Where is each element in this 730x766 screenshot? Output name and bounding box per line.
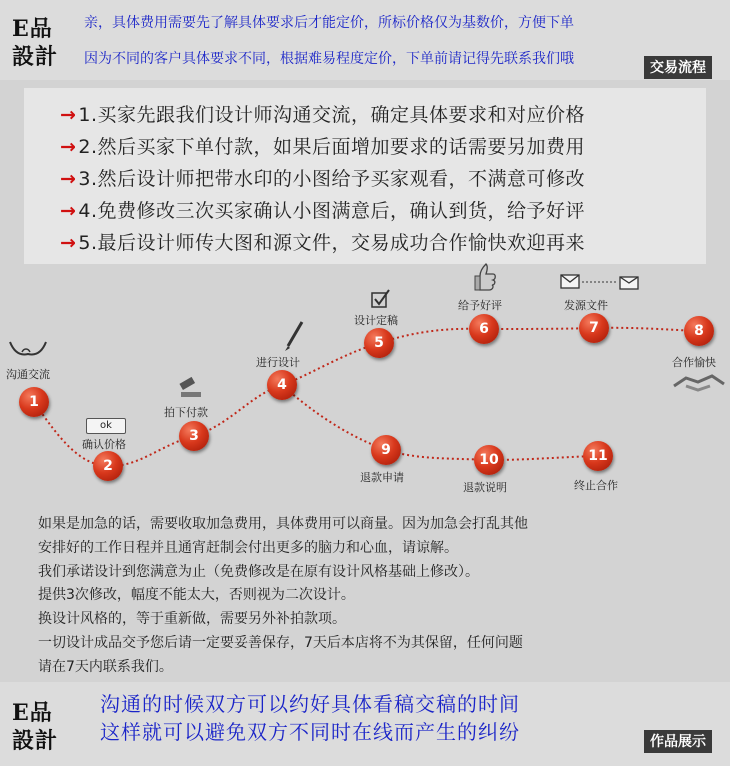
flow-node-2 (93, 451, 123, 481)
arrow-icon: → (60, 104, 77, 126)
node-label-1: 沟通交流 (6, 368, 50, 381)
node-label-10: 退款说明 (463, 481, 507, 494)
section-tag-transaction: 交易流程 (644, 56, 712, 79)
node-number: 8 (694, 323, 704, 339)
arrow-icon: → (60, 168, 77, 190)
flow-node-1 (19, 387, 49, 417)
checkbox-icon (370, 288, 392, 310)
flow-node-11 (583, 441, 613, 471)
flow-node-7 (579, 313, 609, 343)
note-line-2: 安排好的工作日程并且通宵赶制会付出更多的脑力和心血，请谅解。 (38, 540, 458, 556)
footer-line-1: 沟通的时候双方可以约好具体看稿交稿的时间 (100, 692, 520, 716)
step-text: 1.买家先跟我们设计师沟通交流，确定具体要求和对应价格 (78, 104, 586, 126)
notice-line-1: 亲，具体费用需要先了解具体要求后才能定价，所标价格仅为基数价，方便下单 (84, 15, 574, 31)
note-line-4: 提供3次修改，幅度不能太大，否则视为二次设计。 (38, 587, 355, 603)
handshake-icon (672, 372, 726, 396)
logo-bottom: 設計 (12, 728, 59, 754)
logo-bottom: 設計 (12, 44, 59, 70)
step-text: 3.然后设计师把带水印的小图给予买家观看，不满意可修改 (78, 168, 586, 190)
flow-node-6 (469, 314, 499, 344)
node-number: 7 (589, 320, 599, 336)
step-text: 4.免费修改三次买家确认小图满意后，确认到货，给予好评 (78, 200, 586, 222)
step-text: 2.然后买家下单付款，如果后面增加要求的话需要另加费用 (78, 136, 586, 158)
arrow-icon: → (60, 232, 77, 254)
note-line-6: 一切设计成品交予您后请一定要妥善保存，7天后本店将不为其保留，任何问题 (38, 635, 523, 651)
node-number: 9 (381, 442, 391, 458)
step-text: 5.最后设计师传大图和源文件，交易成功合作愉快欢迎再来 (78, 232, 586, 254)
node-label-9: 退款申请 (360, 471, 404, 484)
note-line-3: 我们承诺设计到您满意为止（免费修改是在原有设计风格基础上修改）。 (38, 564, 479, 580)
flow-node-4 (267, 370, 297, 400)
node-label-11: 终止合作 (574, 479, 618, 492)
section-tag-portfolio: 作品展示 (644, 730, 712, 753)
node-number: 2 (103, 458, 113, 474)
arrow-icon: → (60, 200, 77, 222)
node-number: 11 (588, 448, 608, 464)
node-number: 4 (277, 377, 287, 393)
logo-top: E品 (12, 700, 53, 726)
node-label-6: 给予好评 (458, 299, 502, 312)
node-number: 1 (29, 394, 39, 410)
pen-icon (280, 320, 306, 352)
handshake-icon (8, 336, 48, 362)
node-label-2: 确认价格 (82, 438, 126, 451)
node-label-7: 发源文件 (564, 299, 608, 312)
flow-node-5 (364, 328, 394, 358)
node-number: 6 (479, 321, 489, 337)
flow-node-3 (179, 421, 209, 451)
flow-node-8 (684, 316, 714, 346)
node-number: 10 (479, 452, 499, 468)
logo-top: E品 (12, 16, 53, 42)
node-label-5: 设计定稿 (354, 314, 398, 327)
flow-node-9 (371, 435, 401, 465)
note-line-5: 换设计风格的，等于重新做，需要另外补拍款项。 (38, 611, 346, 627)
note-line-1: 如果是加急的话，需要收取加急费用，具体费用可以商量。因为加急会打乱其他 (38, 516, 528, 532)
node-number: 5 (374, 335, 384, 351)
thumbs-up-icon (472, 262, 498, 292)
footer-line-2: 这样就可以避免双方不同时在线而产生的纠纷 (100, 720, 520, 744)
ok-button-icon: ok (86, 418, 126, 434)
envelope-icon (560, 272, 644, 292)
node-label-3: 拍下付款 (164, 406, 208, 419)
flow-node-10 (474, 445, 504, 475)
logo (8, 696, 66, 756)
note-line-7: 请在7天内联系我们。 (38, 659, 173, 675)
notice-line-2: 因为不同的客户具体要求不同，根据难易程度定价，下单前请记得先联系我们哦 (84, 51, 574, 67)
node-number: 3 (189, 428, 199, 444)
gavel-icon (178, 376, 204, 400)
node-label-8: 合作愉快 (672, 356, 716, 369)
arrow-icon: → (60, 136, 77, 158)
node-label-4: 进行设计 (256, 356, 300, 369)
